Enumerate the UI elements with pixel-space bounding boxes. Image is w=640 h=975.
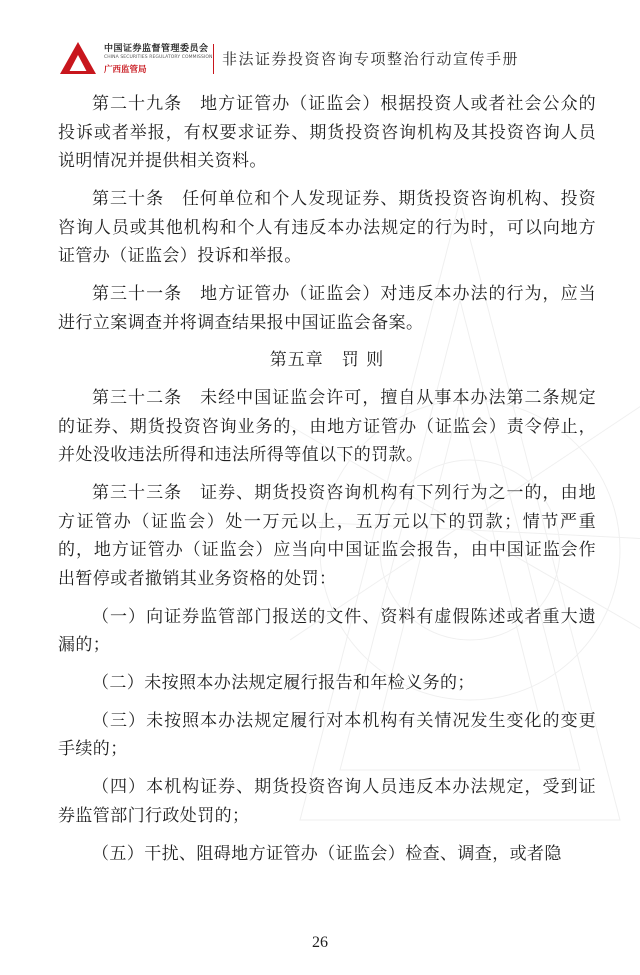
chapter-title: 第五章 罚 则 bbox=[269, 350, 385, 371]
header-divider bbox=[213, 44, 214, 74]
csrc-logo-icon bbox=[58, 40, 98, 76]
article-29: 第二十九条 地方证管办（证监会）根据投资人或者社会公众的投诉或者举报，有权要求证券、期货投资咨询机构及其投资咨询人员说明情况并提供相关资料。 bbox=[58, 94, 596, 172]
org-name-en: CHINA SECURITIES REGULATORY COMMISSION bbox=[104, 55, 213, 60]
org-sub-bureau: 广西监管局 bbox=[104, 65, 147, 75]
manual-title: 非法证券投资咨询专项整治行动宣传手册 bbox=[222, 50, 520, 68]
article-30: 第三十条 任何单位和个人发现证券、期货投资咨询机构、投资咨询人员或其他机构和个人有违反本办法规定的行为时，可以向地方证管办（证监会）投诉和举报。 bbox=[58, 188, 596, 267]
article-32: 第三十二条 未经中国证监会许可，擅自从事本办法第二条规定的证券、期货投资咨询业务的，由地方证管办（证监会）责令停止，并处没收违法所得和违法所得等值以下的罚款。 bbox=[58, 388, 596, 466]
list-item-4: （四）本机构证券、期货投资咨询人员违反本办法规定，受到证券监管部门行政处罚的； bbox=[58, 777, 596, 826]
list-item-1: （一）向证券监管部门报送的文件、资料有虚假陈述或者重大遗漏的； bbox=[58, 606, 596, 656]
article-33: 第三十三条 证券、期货投资咨询机构有下列行为之一的，由地方证管办（证监会）处一万元以上，五万元以下的罚款；情节严重的，地方证管办（证监会）应当向中国证监会报告，由中国证监会作出暂停或者撤销其业务资格的处罚： bbox=[58, 483, 596, 589]
list-item-2: （二）未按照本办法规定履行报告和年检义务的； bbox=[92, 673, 475, 693]
list-item-5: （五）干扰、阻碍地方证管办（证监会）检查、调查，或者隐 bbox=[92, 843, 562, 864]
article-31: 第三十一条 地方证管办（证监会）对违反本办法的行为，应当进行立案调查并将调查结果报中国证监会备案。 bbox=[58, 283, 596, 333]
org-name-cn: 中国证券监督管理委员会 bbox=[104, 44, 209, 54]
document-body bbox=[58, 90, 596, 877]
page-header bbox=[0, 0, 640, 82]
list-item-3: （三）未按照本办法规定履行对本机构有关情况发生变化的变更手续的； bbox=[58, 710, 596, 760]
page-number: 26 bbox=[312, 934, 328, 951]
